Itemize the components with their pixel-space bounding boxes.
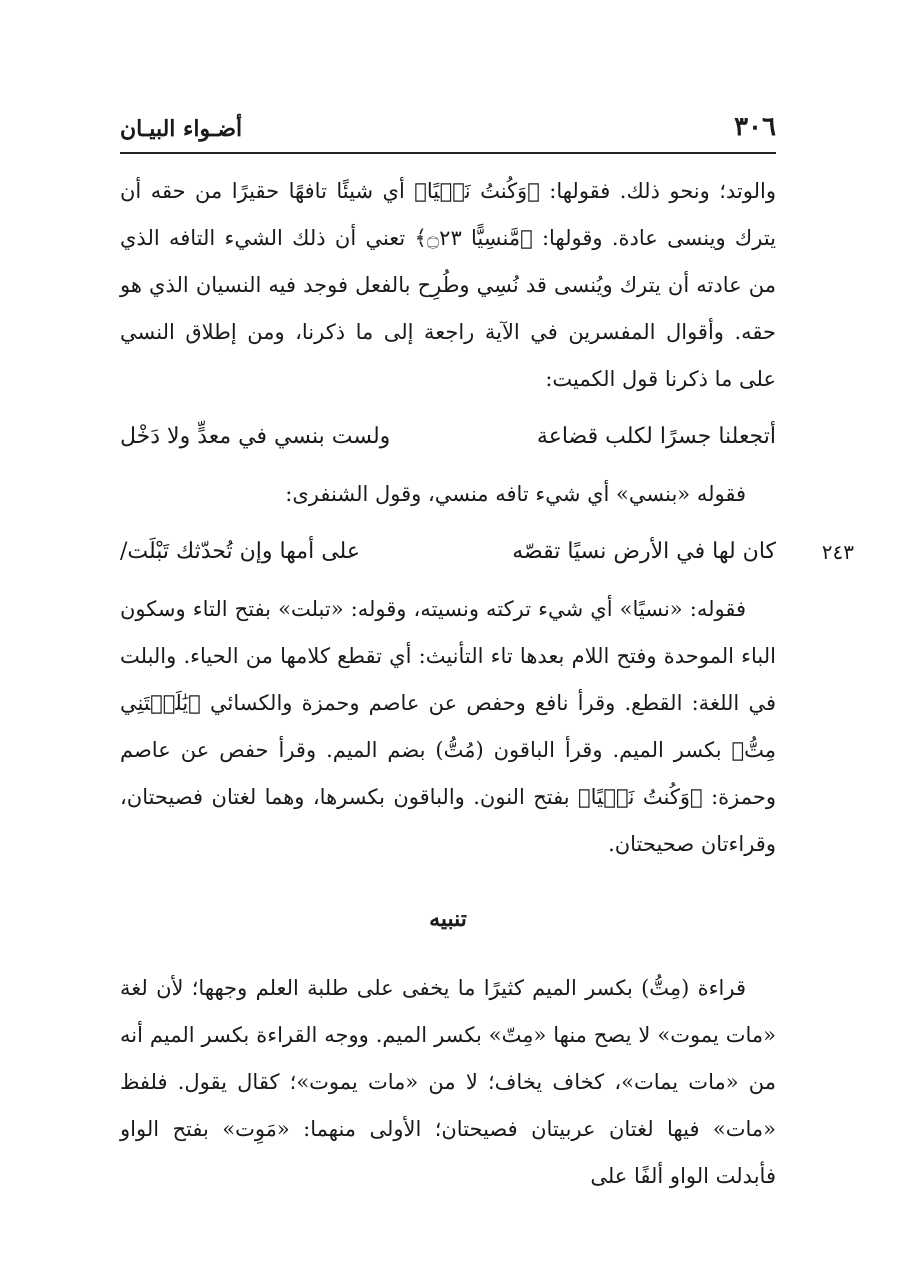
verse-1-second-half: ولست بنسي في معدٍّ ولا دَخْل [120, 424, 391, 449]
verse-2-second-half: على أمها وإن تُحدّثك تَبْلَت/ [120, 539, 360, 564]
paragraph-3: فقوله: «نسيًا» أي شيء تركته ونسيته، وقوله: «تبلت» بفتح التاء وسكون الباء الموحدة وفتح اللام بعدها تاء التأنيث: أي تقطع كلامها من الحياء. والبلت في اللغة: القطع. وقرأ نافع وحفص عن عاصم وحمزة والكسائي ﴿يَٰلَيۡتَنِي مِتُّ﴾ بكسر الميم. وقرأ الباقون (مُتُّ) بضم الميم. وقرأ حفص عن عاصم وحمزة: ﴿وَكُنتُ نَسۡيًا﴾ بفتح النون. والباقون بكسرها، وهما لغتان فصيحتان، وقراءتان صحيحتان. [120, 597, 776, 856]
margin-page-reference: ٢٤٣ [821, 540, 854, 564]
page-number: ٣٠٦ [734, 112, 776, 142]
verse-kumayt [120, 413, 776, 461]
section-heading: تنبيه [429, 906, 467, 932]
verse-shanfara [120, 528, 854, 576]
page-header [120, 112, 776, 154]
paragraph-4: قراءة (مِتُّ) بكسر الميم كثيرًا ما يخفى على طلبة العلم وجهها؛ لأن لغة «مات يموت» لا يصح منها «مِتّ» بكسر الميم. ووجه القراءة بكسر الميم أنه من «مات يمات»، كخاف يخاف؛ لا من «مات يموت»؛ كقال يقول. فلفظ «مات» فيها لغتان عربيتان فصيحتان؛ الأولى منهما: «مَوِت» بفتح الواو فأبدلت الواو ألفًا على [120, 976, 776, 1188]
page-body [120, 168, 854, 1200]
verse-2-first-half: كان لها في الأرض نسيًا تقصّه [512, 539, 776, 564]
book-title: أضـواء البيـان [120, 116, 243, 142]
paragraph-1: والوتد؛ ونحو ذلك. فقولها: ﴿وَكُنتُ نَسۡيًا﴾ أي شيئًا تافهًا حقيرًا من حقه أن يترك وينسى عادة. وقولها: ﴿مَّنسِيًّا ۝٢٣﴾ تعني أن ذلك الشيء التافه الذي من عادته أن يترك ويُنسى قد نُسِي وطُرِح بالفعل فوجد فيه النسيان الذي هو حقه. وأقوال المفسرين في الآية راجعة إلى ما ذكرنا، ومن إطلاق النسي على ما ذكرنا قول الكميت: [120, 179, 776, 391]
verse-1-first-half: أتجعلنا جسرًا لكلب قضاعة [536, 424, 776, 449]
paragraph-2: فقوله «بنسي» أي شيء تافه منسي، وقول الشنفرى: [285, 482, 746, 506]
